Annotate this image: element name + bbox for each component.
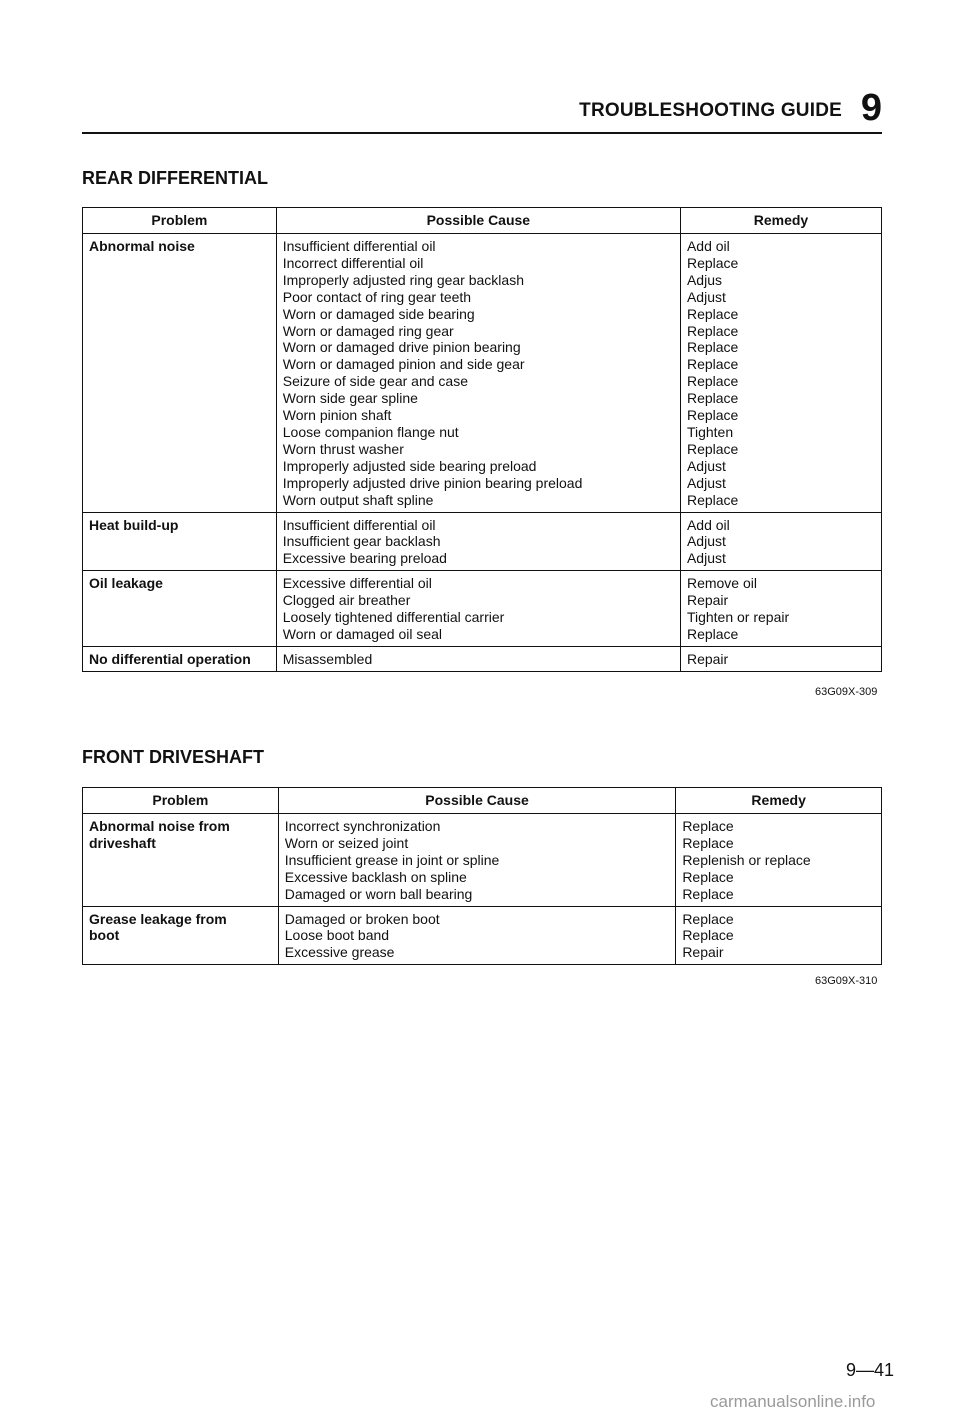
problem-cell: Abnormal noise from driveshaft (83, 814, 279, 907)
remedy-cell (676, 814, 882, 907)
cause-item: Poor contact of ring gear teeth (282, 288, 472, 305)
possible-cause-cell (276, 234, 680, 513)
column-header-possible-cause: Possible Cause (278, 788, 676, 814)
page-header (82, 88, 882, 128)
column-header-remedy: Remedy (676, 788, 882, 814)
cause-item: Insufficient grease in joint or spline (284, 851, 500, 868)
cause-item: Worn or damaged side bearing (282, 305, 475, 322)
cause-item: Excessive grease (284, 944, 395, 961)
table-row (83, 234, 882, 513)
possible-cause-cell (278, 906, 676, 965)
table-row (83, 646, 882, 671)
remedy-item: Replace (686, 440, 739, 457)
problem-cell: Abnormal noise (83, 234, 277, 513)
problem-cell: No differential operation (83, 646, 277, 671)
remedy-item: Tighten (686, 423, 734, 440)
possible-cause-cell (276, 571, 680, 647)
cause-item: Insufficient differential oil (282, 516, 436, 533)
cause-item: Damaged or worn ball bearing (284, 885, 473, 902)
cause-item: Misassembled (282, 650, 373, 667)
watermark-text: carmanualsonline.info (710, 1392, 876, 1411)
cause-item: Damaged or broken boot (284, 910, 440, 927)
remedy-item: Replenish or replace (682, 851, 811, 868)
cause-item: Worn or damaged drive pinion bearing (282, 339, 521, 356)
remedy-item: Add oil (686, 238, 730, 254)
remedy-item: Replace (686, 305, 739, 322)
column-header-remedy: Remedy (680, 208, 881, 234)
table-body (83, 814, 882, 965)
cause-item: Worn pinion shaft (282, 407, 392, 424)
possible-cause-cell (278, 814, 676, 907)
remedy-item: Replace (686, 491, 739, 508)
table-row (83, 571, 882, 647)
remedy-cell (680, 646, 881, 671)
remedy-item: Adjust (686, 474, 726, 491)
remedy-item: Replace (686, 356, 739, 373)
cause-item: Improperly adjusted ring gear backlash (282, 271, 524, 288)
cause-item: Incorrect synchronization (284, 818, 441, 834)
cause-item: Worn or seized joint (284, 834, 409, 851)
cause-item: Worn side gear spline (282, 390, 418, 407)
remedy-item: Replace (686, 407, 739, 424)
remedy-item: Replace (686, 625, 739, 642)
column-header-possible-cause: Possible Cause (276, 208, 680, 234)
cause-item: Worn or damaged oil seal (282, 625, 443, 642)
front-driveshaft-table (82, 787, 882, 965)
cause-item: Clogged air breather (282, 592, 411, 609)
remedy-item: Repair (686, 650, 729, 667)
cause-item: Worn output shaft spline (282, 491, 434, 508)
cause-item: Improperly adjusted drive pinion bearing preload (282, 474, 583, 491)
possible-cause-cell (276, 512, 680, 571)
cause-item: Worn thrust washer (282, 440, 404, 457)
remedy-item: Replace (682, 885, 734, 902)
cause-item: Excessive differential oil (282, 575, 432, 592)
column-header-problem: Problem (83, 208, 277, 234)
remedy-item: Tighten or repair (686, 609, 790, 626)
cause-item: Insufficient differential oil (282, 238, 436, 254)
figure-reference-code: 63G09X-310 (815, 975, 878, 987)
table-header-row (83, 208, 882, 234)
section-title-front-driveshaft: FRONT DRIVESHAFT (82, 747, 264, 767)
cause-item: Loose companion flange nut (282, 423, 459, 440)
page-number: 9—41 (846, 1360, 895, 1380)
remedy-item: Adjust (686, 533, 726, 550)
remedy-cell (680, 571, 881, 647)
cause-item: Improperly adjusted side bearing preload (282, 457, 537, 474)
problem-cell: Grease leakage from boot (83, 906, 279, 965)
remedy-cell (680, 512, 881, 571)
cause-item: Worn or damaged ring gear (282, 322, 454, 339)
chapter-number: 9 (860, 87, 882, 129)
remedy-item: Replace (686, 339, 739, 356)
cause-item: Incorrect differential oil (282, 254, 424, 271)
cause-item: Excessive bearing preload (282, 550, 447, 567)
table-row (83, 512, 882, 571)
remedy-item: Adjus (686, 271, 722, 288)
remedy-item: Repair (686, 592, 729, 609)
cause-item: Worn or damaged pinion and side gear (282, 356, 525, 373)
cause-item: Excessive backlash on spline (284, 868, 467, 885)
header-rule (82, 132, 882, 134)
table-body (83, 234, 882, 672)
remedy-item: Adjust (686, 288, 726, 305)
section-title-rear-differential: REAR DIFFERENTIAL (82, 168, 268, 188)
figure-reference-code: 63G09X-309 (815, 686, 878, 698)
cause-item: Loose boot band (284, 927, 390, 944)
table-row (83, 906, 882, 965)
table-header-row (83, 788, 882, 814)
remedy-item: Adjust (686, 550, 726, 567)
remedy-cell (680, 234, 881, 513)
cause-item: Loosely tightened differential carrier (282, 609, 505, 626)
remedy-item: Replace (686, 373, 739, 390)
remedy-item: Remove oil (686, 575, 757, 592)
remedy-item: Repair (682, 944, 724, 961)
remedy-item: Replace (686, 390, 739, 407)
header-title: TROUBLESHOOTING GUIDE (579, 100, 842, 121)
remedy-item: Replace (682, 927, 734, 944)
remedy-item: Replace (682, 834, 734, 851)
problem-cell: Oil leakage (83, 571, 277, 647)
remedy-item: Replace (686, 322, 739, 339)
cause-item: Insufficient gear backlash (282, 533, 441, 550)
rear-differential-table (82, 207, 882, 672)
remedy-item: Add oil (686, 516, 730, 533)
cause-item: Seizure of side gear and case (282, 373, 468, 390)
remedy-item: Replace (686, 254, 739, 271)
remedy-item: Replace (682, 818, 734, 834)
remedy-item: Replace (682, 868, 734, 885)
remedy-item: Replace (682, 910, 734, 927)
table-row (83, 814, 882, 907)
problem-cell: Heat build-up (83, 512, 277, 571)
remedy-cell (676, 906, 882, 965)
column-header-problem: Problem (83, 788, 279, 814)
remedy-item: Adjust (686, 457, 726, 474)
possible-cause-cell (276, 646, 680, 671)
